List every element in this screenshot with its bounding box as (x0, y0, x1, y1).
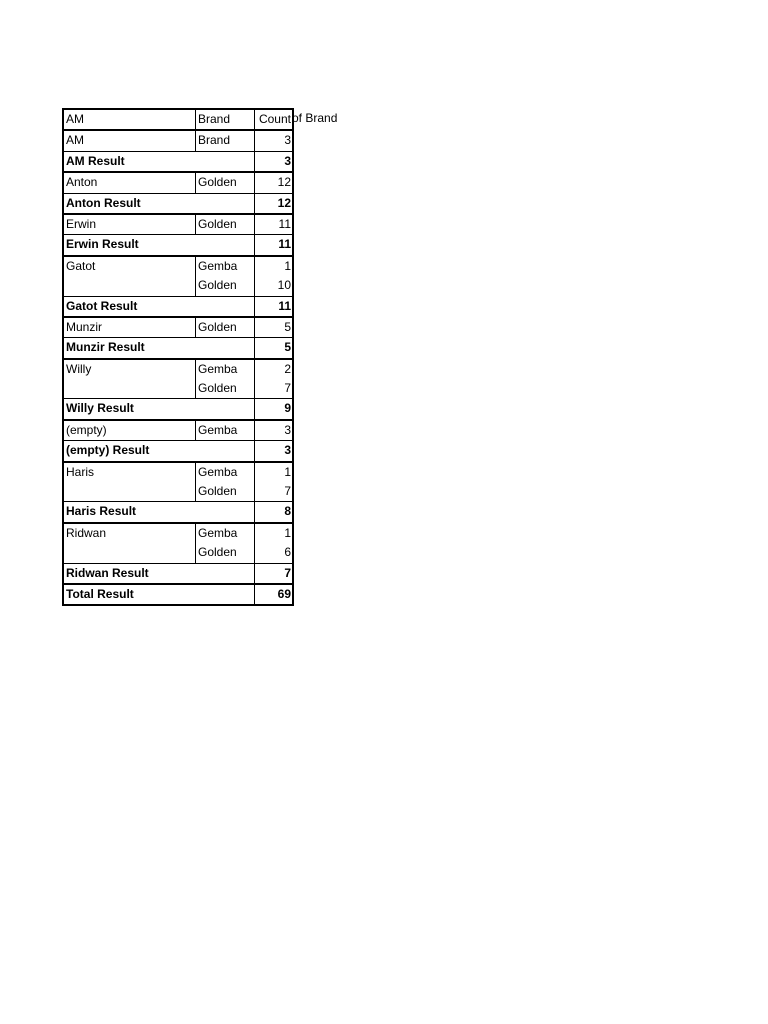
subtotal-row (63, 441, 293, 462)
table-row (63, 543, 293, 563)
brand-cell (196, 235, 255, 256)
am-cell: Ridwan (63, 523, 196, 543)
brand-cell (196, 399, 255, 420)
count-cell: 3 (255, 151, 294, 172)
table-row (63, 172, 293, 193)
count-cell: 2 (255, 359, 294, 379)
count-cell: 11 (255, 235, 294, 256)
brand-cell: Golden (196, 317, 255, 338)
brand-cell: Gemba (196, 523, 255, 543)
brand-cell: Gemba (196, 420, 255, 441)
brand-cell: Brand (196, 130, 255, 151)
am-cell: AM (63, 130, 196, 151)
table-row (63, 214, 293, 235)
pivot-table-body (63, 109, 293, 605)
row-label-cell: Munzir Result (63, 338, 196, 359)
count-cell: 7 (284, 484, 291, 499)
header-count-overflow: of Brand (292, 111, 338, 125)
am-cell: Willy (63, 359, 196, 379)
count-cell: 6 (284, 545, 291, 560)
total-row (63, 584, 293, 605)
pivot-header-row (63, 109, 293, 130)
brand-cell (196, 584, 255, 605)
row-label-cell: Total Result (63, 584, 196, 605)
count-cell: 11 (255, 296, 294, 317)
count-cell: 9 (255, 399, 294, 420)
header-count: Count (255, 109, 294, 130)
count-cell: 3 (255, 130, 294, 151)
count-cell: 1 (255, 523, 294, 543)
count-cell: 12 (255, 193, 294, 214)
count-cell: 5 (255, 317, 294, 338)
count-cell: 8 (255, 502, 294, 523)
row-label-cell: Willy Result (63, 399, 196, 420)
brand-cell: Golden (196, 214, 255, 235)
row-label-cell: Ridwan Result (63, 563, 196, 584)
count-cell: 3 (255, 420, 294, 441)
subtotal-row (63, 399, 293, 420)
table-row (63, 276, 293, 296)
row-label-cell: Anton Result (63, 193, 196, 214)
am-cell (63, 482, 196, 502)
subtotal-row (63, 338, 293, 359)
am-cell (63, 276, 196, 296)
count-cell: 12 (255, 172, 294, 193)
pivot-table (62, 108, 294, 606)
header-am: AM (63, 109, 196, 130)
count-cell: 1 (255, 256, 294, 276)
am-cell: Munzir (63, 317, 196, 338)
count-cell: 7 (284, 381, 291, 396)
header-brand: Brand (196, 109, 255, 130)
brand-cell: Gemba (196, 462, 255, 482)
am-cell: (empty) (63, 420, 196, 441)
table-row (63, 359, 293, 379)
row-label-cell: Haris Result (63, 502, 196, 523)
brand-cell (196, 338, 255, 359)
brand-cell (196, 502, 255, 523)
subtotal-row (63, 502, 293, 523)
row-label-cell: AM Result (63, 151, 196, 172)
am-cell (63, 379, 196, 399)
am-cell: Haris (63, 462, 196, 482)
table-row (63, 317, 293, 338)
table-row (63, 482, 293, 502)
table-row (63, 462, 293, 482)
brand-cell: Gemba (196, 256, 255, 276)
am-cell: Gatot (63, 256, 196, 276)
brand-cell (196, 441, 255, 462)
brand-cell: Gemba (196, 359, 255, 379)
brand-cell: Golden (196, 482, 255, 502)
row-label-cell: Erwin Result (63, 235, 196, 256)
count-cell: 1 (255, 462, 294, 482)
brand-cell (196, 563, 255, 584)
subtotal-row (63, 193, 293, 214)
am-cell: Erwin (63, 214, 196, 235)
am-cell (63, 543, 196, 563)
count-cell: 3 (255, 441, 294, 462)
brand-cell: Golden (196, 172, 255, 193)
table-row (63, 523, 293, 543)
count-cell: 7 (255, 563, 294, 584)
table-row (63, 130, 293, 151)
count-cell: 10 (277, 278, 291, 293)
count-cell: 5 (255, 338, 294, 359)
brand-cell: Golden (196, 276, 255, 296)
subtotal-row (63, 296, 293, 317)
count-cell: 11 (255, 214, 294, 235)
brand-cell (196, 193, 255, 214)
table-row (63, 379, 293, 399)
row-label-cell: (empty) Result (63, 441, 196, 462)
subtotal-row (63, 151, 293, 172)
brand-cell: Golden (196, 543, 255, 563)
count-cell: 69 (255, 584, 294, 605)
brand-cell (196, 151, 255, 172)
subtotal-row (63, 563, 293, 584)
table-row (63, 420, 293, 441)
table-row (63, 256, 293, 276)
am-cell: Anton (63, 172, 196, 193)
brand-cell: Golden (196, 379, 255, 399)
subtotal-row (63, 235, 293, 256)
row-label-cell: Gatot Result (63, 296, 196, 317)
brand-cell (196, 296, 255, 317)
